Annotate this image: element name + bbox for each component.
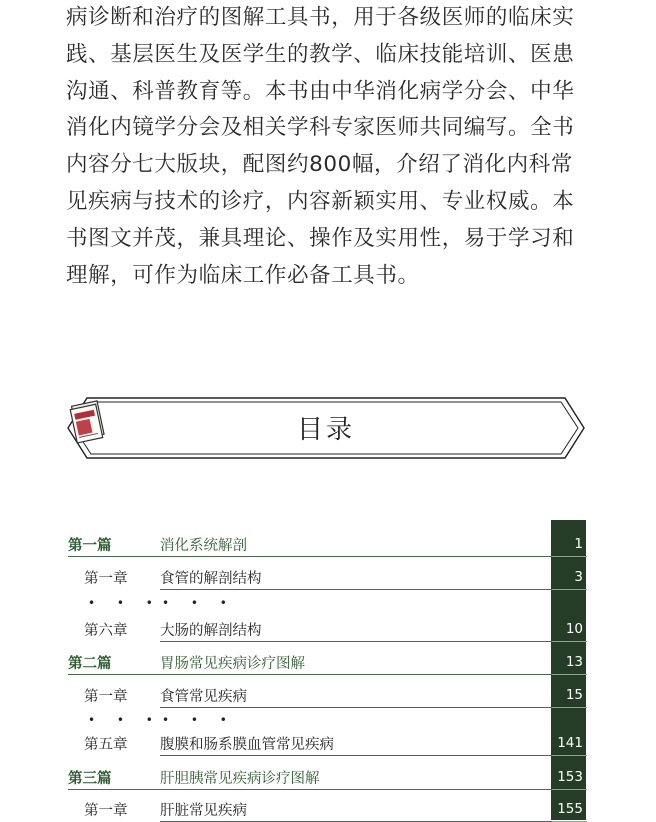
toc-part-row[interactable]	[68, 650, 587, 674]
toc-page-number: 1	[574, 536, 583, 552]
intro-line: 病诊断和治疗的图解工具书，用于各级医师的临床实	[66, 5, 575, 30]
toc-level-label: 第一篇	[68, 538, 112, 554]
ellipsis-title: • • •	[162, 713, 236, 727]
toc-entry-title: 胃肠常见疾病诊疗图解	[160, 656, 305, 672]
ellipsis-level: • • •	[88, 713, 162, 727]
toc-chapter-row[interactable]	[68, 617, 587, 641]
toc-page-underline	[552, 755, 587, 756]
toc-underline	[160, 707, 552, 708]
intro-paragraph	[66, 0, 596, 294]
intro-line: 见疾病与技术的诊疗，内容新颖实用、专业权威。本	[66, 188, 575, 214]
toc-part-row[interactable]	[68, 532, 587, 556]
toc-level-label: 第一章	[84, 689, 128, 705]
toc-page-underline	[552, 589, 587, 590]
toc-ellipsis	[68, 596, 587, 614]
toc-entry-title: 食管常见疾病	[160, 689, 247, 705]
toc-chapter-row[interactable]	[68, 797, 587, 821]
toc-page-number: 141	[557, 735, 583, 751]
intro-line: 书图文并茂，兼具理论、操作及实用性，易于学习和	[66, 225, 575, 251]
toc-page-underline	[552, 674, 587, 675]
toc-underline	[68, 556, 552, 557]
toc-level-label: 第三篇	[68, 771, 112, 787]
toc-page-number: 15	[565, 687, 583, 703]
intro-line: 消化内镜学分会及相关学科专家医师共同编写。全书	[66, 115, 575, 141]
toc-page-number: 155	[557, 801, 583, 817]
toc-page-number: 153	[557, 769, 583, 785]
toc-entry-title: 食管的解剖结构	[160, 571, 262, 587]
intro-line: 内容分七大版块，配图约800幅，介绍了消化内科常	[66, 152, 573, 178]
toc-level-label: 第五章	[84, 737, 128, 753]
toc-page-number: 3	[574, 569, 583, 585]
toc-part-row[interactable]	[68, 765, 587, 789]
toc-underline	[68, 789, 552, 790]
toc-underline	[160, 755, 552, 756]
toc-underline	[160, 589, 552, 590]
toc-level-label: 第一章	[84, 803, 128, 819]
toc-chapter-row[interactable]	[68, 683, 587, 707]
toc-underline	[160, 641, 552, 642]
toc-page-underline	[552, 707, 587, 708]
toc-entry-title: 腹膜和肠系膜血管常见疾病	[160, 737, 334, 753]
toc-chapter-row[interactable]	[68, 731, 587, 755]
toc-page-underline	[552, 789, 587, 790]
toc-entry-title: 肝脏常见疾病	[160, 803, 247, 819]
toc-ellipsis	[68, 713, 587, 731]
toc-page-underline	[552, 641, 587, 642]
toc-chapter-row[interactable]	[68, 565, 587, 589]
toc-level-label: 第二篇	[68, 656, 112, 672]
intro-line: 沟通、科普教育等。本书由中华消化病学分会、中华	[66, 78, 575, 104]
toc-entry-title: 大肠的解剖结构	[160, 623, 262, 639]
intro-line: 践、基层医生及医学生的教学、临床技能培训、医患	[66, 41, 575, 67]
intro-line: 理解，可作为临床工作必备工具书。	[66, 262, 420, 288]
toc-level-label: 第一章	[84, 571, 128, 587]
toc-level-label: 第六章	[84, 623, 128, 639]
toc-page-number: 10	[565, 621, 583, 637]
toc-underline	[68, 674, 552, 675]
toc-entry-title: 肝胆胰常见疾病诊疗图解	[160, 771, 320, 787]
ellipsis-level: • • •	[88, 596, 162, 610]
toc-page-number: 13	[565, 654, 583, 670]
toc-title: 目录	[296, 415, 355, 445]
toc-page-underline	[552, 556, 587, 557]
toc-entry-title: 消化系统解剖	[160, 538, 247, 554]
toc-banner	[67, 397, 585, 459]
ellipsis-title: • • •	[162, 596, 236, 610]
